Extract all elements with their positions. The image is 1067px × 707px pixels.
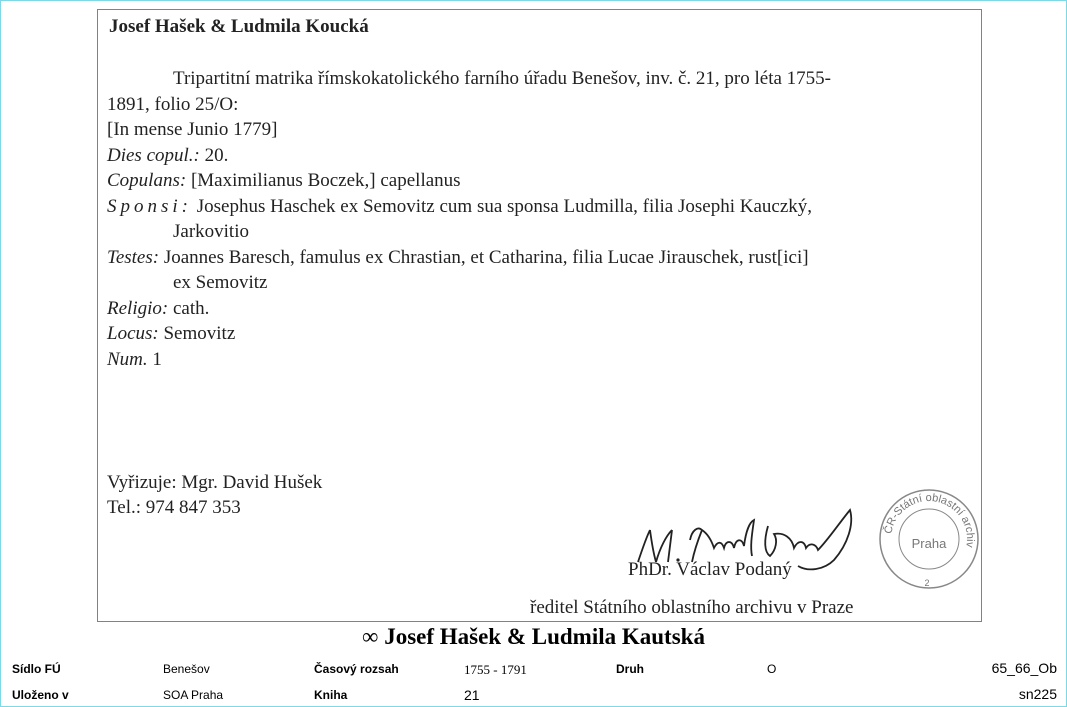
month-line: [In mense Junio 1779] (107, 119, 278, 140)
record-caption (0, 624, 1067, 650)
kniha-value: 21 (464, 687, 480, 703)
dies-value: 20. (204, 144, 229, 166)
scanned-document (97, 9, 982, 622)
signer-role: ředitel Státního oblastního archivu v Praze (530, 597, 854, 618)
dies-row (107, 143, 957, 169)
sponsi-label: Sponsi: (107, 195, 192, 217)
record-code: 65_66_Ob (991, 660, 1057, 676)
num-row (107, 347, 957, 373)
stamp-number: 2 (924, 578, 930, 588)
marriage-symbol: ∞ (362, 624, 379, 649)
sponsi-row (107, 194, 957, 220)
dies-label: Dies copul.: (107, 144, 200, 166)
stamp-center-text: Praha (911, 536, 947, 551)
druh-label: Druh (616, 662, 644, 676)
locus-value: Semovitz (163, 323, 236, 344)
num-label: Num. (107, 348, 148, 370)
religio-label: Religio: (107, 297, 169, 319)
sponsi-continuation: Jarkovitio (173, 221, 249, 242)
phone: Tel.: 974 847 353 (107, 497, 241, 518)
caption-text: Josef Hašek & Ludmila Kautská (384, 624, 705, 649)
document-title: Josef Hašek & Ludmila Koucká (109, 16, 369, 37)
copulans-label: Copulans: (107, 170, 187, 191)
contact-block (107, 470, 322, 520)
casovy-value: 1755 - 1791 (464, 662, 527, 677)
handled-by: Vyřizuje: Mgr. David Hušek (107, 472, 323, 493)
serial-number: sn225 (1018, 686, 1057, 702)
testes-label: Testes: (107, 246, 160, 268)
ulozeno-label: Uloženo v (12, 688, 69, 702)
num-value: 1 (152, 348, 162, 370)
locus-label: Locus: (107, 323, 159, 344)
signer-name: PhDr. Václav Podaný (628, 559, 792, 580)
casovy-label: Časový rozsah (314, 662, 399, 676)
religio-row (107, 296, 957, 322)
sidlo-label: Sídlo FÚ (12, 662, 61, 676)
source-line-1: Tripartitní matrika římskokatolického farního úřadu Benešov, inv. č. 21, pro léta 1755- (173, 68, 831, 89)
sidlo-value: Benešov (163, 662, 210, 676)
religio-value: cath. (172, 297, 210, 319)
stamp-ring-text: ČR-Státní oblastní archiv (882, 491, 977, 549)
record-body (107, 66, 957, 372)
druh-value: O (767, 662, 777, 676)
testes-continuation: ex Semovitz (173, 272, 268, 293)
testes-row (107, 245, 957, 271)
archive-stamp (878, 488, 980, 590)
kniha-label: Kniha (314, 688, 348, 702)
source-line-2: 1891, folio 25/O: (107, 93, 239, 115)
copulans-row (107, 168, 957, 194)
testes-value: Joannes Baresch, famulus ex Chrastian, et Catharina, filia Lucae Jirauschek, rust[ici] (163, 246, 809, 268)
copulans-value: [Maximilianus Boczek,] capellanus (190, 170, 461, 191)
locus-row (107, 321, 957, 347)
sponsi-value: Josephus Haschek ex Semovitz cum sua sponsa Ludmilla, filia Josephi Kauczký, (196, 195, 813, 217)
ulozeno-value: SOA Praha (163, 688, 224, 702)
